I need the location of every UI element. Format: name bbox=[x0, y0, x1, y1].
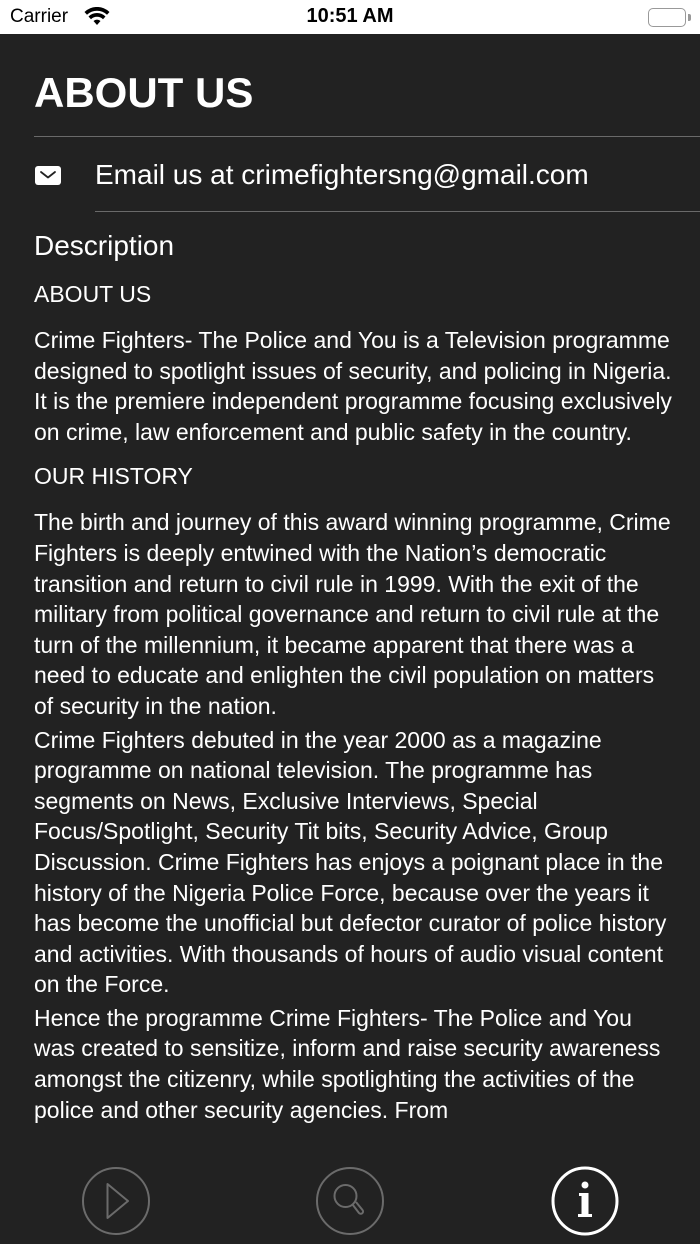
battery-icon bbox=[648, 8, 686, 27]
section-title-about: ABOUT US bbox=[34, 281, 152, 307]
section-title-history: OUR HISTORY bbox=[34, 463, 193, 490]
page-title: ABOUT US bbox=[34, 69, 254, 116]
tab-bar bbox=[0, 1158, 700, 1244]
info-icon bbox=[550, 1166, 620, 1236]
search-icon bbox=[315, 1166, 385, 1236]
paragraph: Crime Fighters- The Police and You is a Television programme designed to spotlight issues of security, and policing in Nigeria. It is the premiere independent programme focusing exclusively on crime, law enforcement and public safety in the country. bbox=[34, 327, 672, 445]
email-link[interactable]: Email us at crimefightersng@gmail.com bbox=[95, 159, 589, 190]
paragraph: Crime Fighters debuted in the year 2000 as a magazine programme on national television. The programme has segments on News, Exclusive Interviews, Special Focus/Spotlight, Security Tit bits, Security Advice, Group Discussion. Crime Fighters has enjoys a poignant place in the history of the Nigeria Police Force, because over the years it has become the unofficial but defector curator of police history and activities. With thousands of hours of audio visual content on the Force. bbox=[34, 726, 667, 998]
play-icon bbox=[81, 1166, 151, 1236]
paragraph: Hence the programme Crime Fighters- The Police and You was created to sensitize, inform and raise security awareness amongst the citizenry, while spotlighting the activities of the police and other security agencies. From bbox=[34, 1004, 661, 1123]
clock: 10:51 AM bbox=[306, 5, 394, 27]
battery-tip bbox=[688, 14, 691, 21]
description-body bbox=[34, 279, 674, 1128]
description-heading: Description bbox=[34, 230, 175, 261]
envelope-icon bbox=[35, 166, 61, 185]
tab-play[interactable] bbox=[81, 1166, 151, 1236]
carrier-label: Carrier bbox=[10, 6, 69, 27]
about-content[interactable] bbox=[0, 34, 700, 1158]
email-row[interactable] bbox=[0, 137, 700, 212]
paragraph: The birth and journey of this award winning programme, Crime Fighters is deeply entwined with the Nation’s democratic transition and return to civil rule in 1999. With the exit of the military from political governance and return to civil rule at the turn of the millennium, it became apparent that there was a need to educate and enlighten the civil population on matters of security in the nation. bbox=[34, 509, 671, 719]
status-bar bbox=[0, 0, 700, 34]
divider bbox=[95, 211, 700, 212]
tab-info[interactable] bbox=[550, 1166, 620, 1236]
tab-search[interactable] bbox=[315, 1166, 385, 1236]
